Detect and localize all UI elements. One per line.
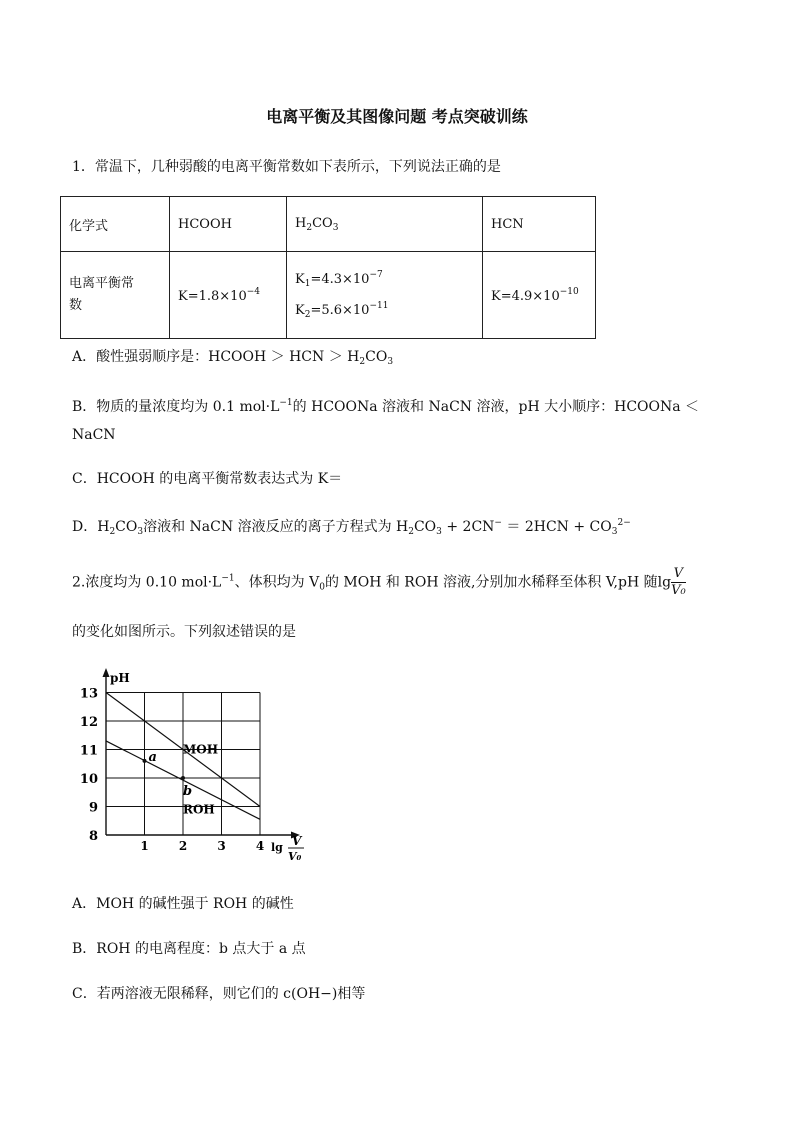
x-tick-label: 2 [178, 839, 188, 853]
y-axis-label: pH [110, 671, 130, 685]
table-header-hcn: HCN [483, 197, 596, 252]
q1-option-b: B．物质的量浓度均为 0.1 $mol\cdot L^{-1}$的 HCOONa 溶液和 NaCN 溶液，pH 大小顺序：HCOONa ＜ [72, 398, 700, 415]
chart-points [143, 750, 193, 799]
point-a [143, 759, 147, 763]
table-label-constant: 电离平衡常 数 [61, 252, 170, 339]
ph-dilution-chart [70, 660, 330, 865]
table-header-formula: 化学式 [61, 197, 170, 252]
y-axis-arrow-icon [103, 668, 110, 677]
x-tick-label: 1 [140, 839, 149, 853]
y-tick-label: 12 [79, 715, 98, 730]
q2-option-b: B．ROH 的电离程度：b 点大于 a 点 [72, 941, 306, 957]
y-tick-label: 13 [79, 686, 98, 702]
point-label-b: b [183, 784, 193, 799]
y-tick-label: 9 [88, 800, 98, 816]
table-value-hcn: $K=4.9\times 10^{-10}$ [483, 252, 596, 339]
q1-option-d: D．$H_2CO_3$溶液和 NaCN 溶液反应的离子方程式为 $H_2CO_3 + 2CN^- = 2HCN + CO_3^{2-}$ [72, 518, 631, 537]
series-label-moh: MOH [183, 742, 219, 757]
q1-option-a: A．酸性强弱顺序是：HCOOH ＞ HCN ＞ $H_2CO_3$ [72, 349, 394, 367]
y-tick-label: 8 [88, 829, 98, 844]
table-value-hcooh: $K=1.8\times 10^{-4}$ [170, 252, 287, 339]
x-axis-label-den: V₀ [288, 850, 302, 863]
q2-stem: 2.浓度均为 0.10 $mol\cdot L^{-1}$、体积均为 $V_0$的 MOH 和 ROH 溶液,分别加水稀释至体积 V,pH 随lg $\frac{V}{\text{V₀}}$ [72, 566, 686, 598]
table-row [61, 252, 596, 339]
x-axis-label-num: V [292, 834, 302, 848]
y-tick-label: 11 [79, 743, 98, 759]
point-b [181, 776, 185, 780]
table-row [61, 197, 596, 252]
point-label-a: a [148, 749, 157, 765]
v-over-v0-fraction: $\frac{V}{\text{V₀}}$ [671, 566, 686, 598]
constants-table [60, 196, 596, 339]
series-label-roh: ROH [183, 802, 215, 817]
table-value-h2co3: $K_1=4.3\times 10^{-7}$ $K_2=5.6\times 10^{-11}$ [287, 252, 483, 339]
x-axis-label-lg: lg [271, 841, 283, 854]
page-title: 电离平衡及其图像问题 考点突破训练 [266, 107, 528, 126]
x-tick-label: 3 [217, 839, 226, 853]
table-header-hcooh: HCOOH [170, 197, 287, 252]
chart-ticks [80, 687, 264, 854]
q2-stem-cont: 的变化如图所示。下列叙述错误的是 [72, 624, 296, 640]
q1-stem: 1．常温下，几种弱酸的电离平衡常数如下表所示，下列说法正确的是 [72, 159, 501, 175]
y-tick-label: 10 [79, 772, 98, 787]
q1-option-b-cont: NaCN [72, 427, 116, 443]
q2-option-c: C．若两溶液无限稀释，则它们的 c(OH−)相等 [72, 986, 366, 1002]
x-tick-label: 4 [255, 839, 265, 853]
q1-option-c: C．HCOOH 的电离平衡常数表达式为 K＝ [72, 471, 343, 487]
q2-option-a: A．MOH 的碱性强于 ROH 的碱性 [72, 896, 294, 912]
table-header-h2co3: $H_2CO_3$ [287, 197, 483, 252]
